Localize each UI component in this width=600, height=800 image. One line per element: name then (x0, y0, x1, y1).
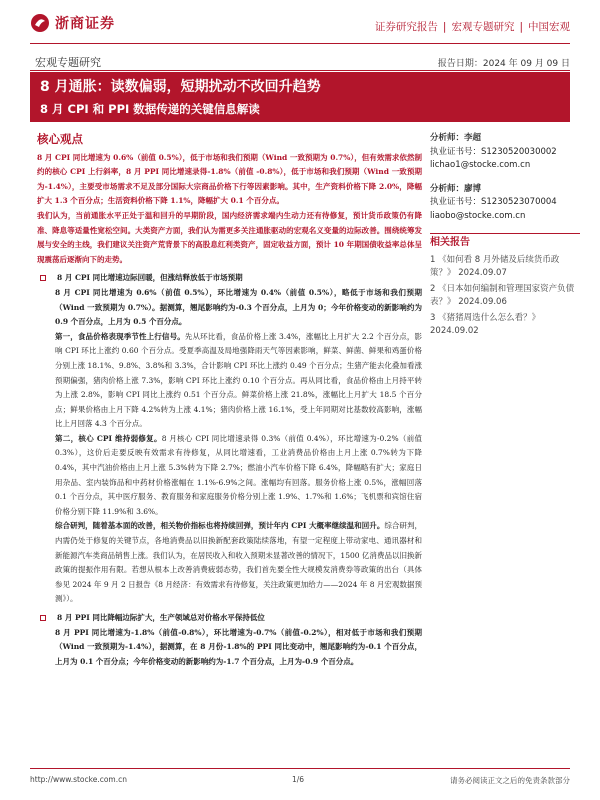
main-content (37, 132, 422, 669)
section-1-para-2: 第一，食品价格表现季节性上行信号。先从环比看，食品价格上涨 3.4%，涨幅比上月扩大 2.2 个百分点，影响 CPI 环比上涨约 0.60 个百分点。受夏季高温及局地强降雨天气等因素影响，鲜菜、鲜菌、鲜果和鸡蛋价格分别上涨 18.1%、9.8%、3.8%和 3.3%，合计影响 CPI 环比上涨约 0.49 个百分点；生猪产能去化叠加看涨预期偏强，猪肉价格上涨 7.3%，影响 CPI 环比上涨约 0.10 个百分点。再从同比看，食品价格由上月持平转为上涨 2.8%，影响 CPI 同比上涨约 0.51 个百分点。鲜菜价格上涨 21.8%，涨幅比上月扩大 18.5 个百分点；鲜果价格由上月下降 4.2%转为上涨 4.1%；猪肉价格上涨 16.1%，受上年同期对比基数较高影响，涨幅比上月回落 4.3 个百分点。 (55, 331, 423, 429)
section-1-para-1: 8 月 CPI 同比增速为 0.6%（前值 0.5%），环比增速为 0.4%（前值 0.5%），略低于市场和我们预期（Wind 一致预期为 0.7%）。据测算，翘尾影响约为-0.3 个百分点，上月为 0；今年价格变动的新影响约为 0.9 个百分点，上月为 0.5 个百分点。 (55, 287, 422, 327)
report-type: 宏观专题研究 (35, 56, 101, 69)
date-rule (30, 70, 570, 71)
analyst-card: 分析师：廖博 执业证书号：S1230523070004 liaobo@stocke.com.cn (430, 183, 580, 224)
core-paragraph-1: 8 月 CPI 同比增速为 0.6%（前值 0.5%），低于市场和我们预期（Wind 一致预期为 0.7%），但有效需求依然制约的核心 CPI 上行斜率，8 月 PPI 同比增速录得-1.8%（前值 -0.8%），低于市场和我们预期（Wind 一致预期为-1.4%），主要受市场需求不足及部分国际大宗商品价格下行等因素影响。其中，生产资料价格下降 2.0%，降幅扩大 1.3 个百分点；生活资料价格下降 1.1%，降幅扩大 0.1 个百分点。 (37, 152, 422, 206)
title-banner (30, 72, 570, 122)
footer-rule (30, 768, 570, 769)
header-rule (30, 43, 570, 44)
brand-logo (30, 13, 115, 33)
section-1-heading: 8 月 CPI 同比增速边际回暖，但涨结释放低于市场预期 (37, 271, 422, 286)
related-report-item[interactable]: 1 《如何看 8 月外储及后续货币政策？》 2024.09.07 (430, 254, 560, 278)
top-links: 证券研究报告 | 宏观专题研究 | 中国宏观 (374, 21, 570, 33)
top-link-china-macro[interactable]: 中国宏观 (528, 21, 570, 33)
brand-name: 浙商证券 (55, 16, 115, 32)
analyst-email[interactable]: liaobo@stocke.com.cn (430, 210, 526, 221)
square-bullet-icon (40, 275, 46, 281)
top-link-research[interactable]: 证券研究报告 (374, 21, 438, 33)
square-bullet-icon (40, 615, 46, 621)
related-reports (430, 233, 580, 339)
page-number: 1/6 (292, 775, 305, 784)
report-title: 8 月通胀：读数偏弱，短期扰动不改回升趋势 (40, 79, 321, 95)
report-date: 报告日期：2024 年 09 月 09 日 (437, 59, 570, 69)
related-reports-heading: 相关报告 (430, 237, 470, 248)
core-paragraph-2: 我们认为，当前通胀水平正处于温和回升的早期阶段，国内经济需求端内生动力还有待修复，预计货币政策仍有降准、降息等适量性宽松空间。大类资产方面，我们认为需更多关注通胀驱动的宏观名义变量的边际改善。围绕统筹发展与安全的主线，我们建议关注资产荒背景下的高股息红利类资产，固定收益方面，预计 10 年期国债收益率总体呈现震荡后逐渐向下的走势。 (37, 210, 422, 264)
related-report-item[interactable]: 2 《日本如何编制和管理国家资产负债表？》 2024.09.06 (430, 283, 575, 307)
related-report-item[interactable]: 3 《猪猪周选什么怎么看？》 2024.09.02 (430, 312, 541, 336)
section-2-para-1: 8 月 PPI 同比增速为-1.8%（前值-0.8%），环比增速为-0.7%（前值-0.2%），相对低于市场和我们预期（Wind 一致预期为-1.4%），据测算，在 8 月份-1.8%的 PPI 同比变动中，翘尾影响约为-0.1 个百分点，上月为 0.1 个百分点；今年价格变动的新影响约为-1.7 个百分点，上月为-0.9 个百分点。 (55, 627, 422, 666)
brand-logo-icon (30, 13, 50, 33)
core-views-heading: 核心观点 (37, 132, 83, 146)
section-1-para-3: 第二，核心 CPI 维持弱修复。8 月核心 CPI 同比增速录得 0.3%（前值 0.4%），环比增速为-0.2%（前值 0.3%），这价后走要反映有效需求有待修复，从同比增速看，工业消费品价格由上月上涨 0.7%转为下降 0.4%，其中汽油价格由上月上涨 5.3%转为下降 2.7%；燃油小汽车价格下降 6.4%，降幅略有扩大；家庭日用杂品、室内装饰品和中药材价格涨幅在 1.1%-6.9%之间。涨幅均有回落。服务价格上涨 0.5%，涨幅回落 0.1 个百分点，其中医疗服务、教育服务和家庭服务价格分别上涨 1.9%、1.7%和 1.6%；飞机票和宾馆住宿价格分别下降 11.9%和 3.6%。 (55, 433, 422, 516)
analyst-email[interactable]: lichao1@stocke.com.cn (430, 160, 531, 170)
analyst-card: 分析师：李超 执业证书号：S1230520030002 lichao1@stocke.com.cn (430, 132, 580, 173)
footer-website[interactable]: http://www.stocke.com.cn (30, 775, 127, 784)
section-1-para-4: 综合研判，随着基本面的改善，相关物价指标也将持续回弹，预计年内 CPI 大概率继续温和回升。综合研判，内需仍处于修复的关键节点，各地消费品以旧换新配套政策陆续落地，有望一定程度上带动家电、通讯器材和新能源汽车类商品销售上涨。我们认为，在居民收入和收入预期未显著改善的情况下，1500 亿消费品以旧换新政策的提振作用有限。若想从根本上改善消费疲弱态势，我们首先要全性大规模发消费券等政策的出台（具体参见 2024 年 9 月 2 日报告《8 月经济：有效需求有待修复，关注政策更加给力——2024 年 8 月宏观数据预测》）。 (55, 521, 423, 604)
footer-disclaimer: 请务必阅读正文之后的免责条款部分 (450, 776, 570, 785)
top-link-macro-special[interactable]: 宏观专题研究 (451, 21, 515, 33)
report-subtitle: 8 月 CPI 和 PPI 数据传递的关键信息解读 (40, 102, 260, 116)
sidebar (430, 132, 580, 341)
section-2-heading: 8 月 PPI 同比降幅边际扩大，生产领域总对价格水平保持低位 (37, 611, 422, 626)
